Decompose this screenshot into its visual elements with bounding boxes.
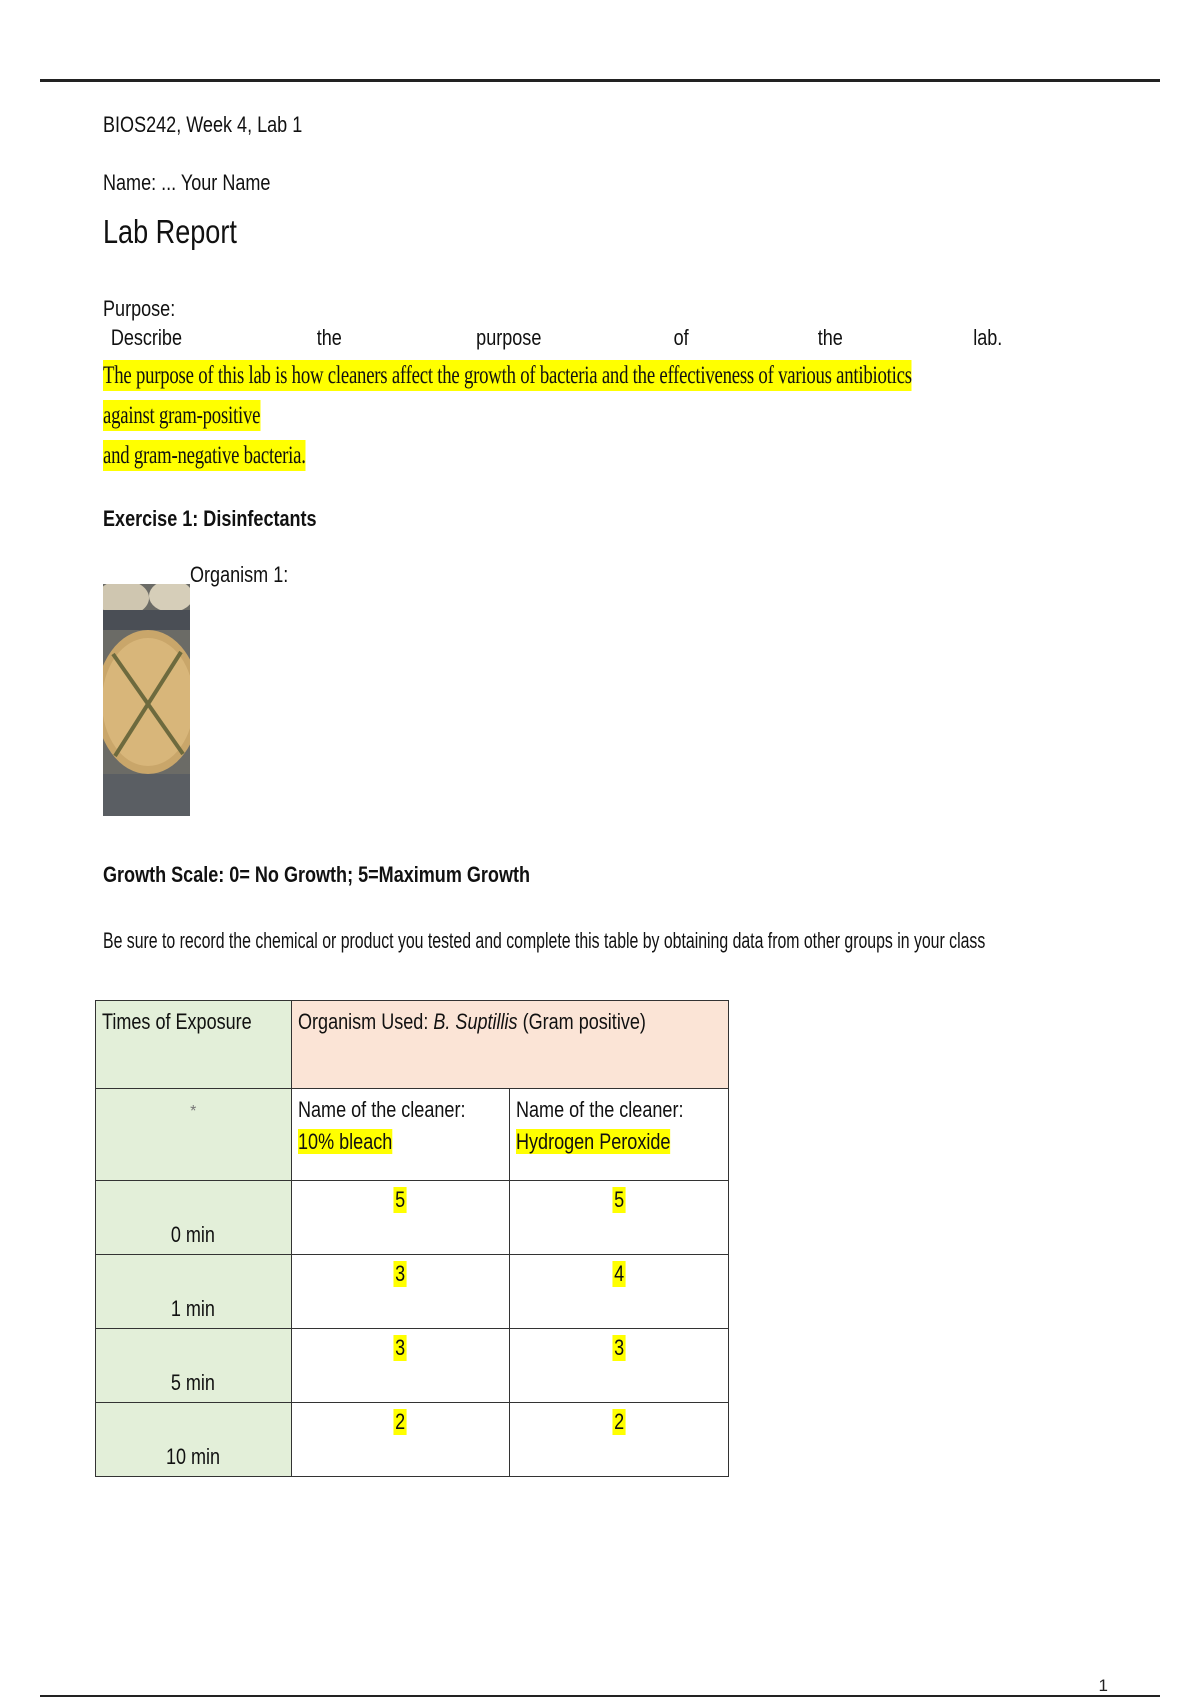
page-number: 1 [1098,1676,1108,1695]
time-label: 0 min [171,1222,216,1247]
disinfectant-table [95,1000,729,1477]
value-cell [291,1329,510,1403]
time-cell [96,1403,292,1477]
growth-value: 5 [395,1187,406,1212]
purpose-prompt-word: the [817,325,843,350]
purpose-prompt [103,324,1005,352]
cleaner2-cell [510,1089,729,1181]
time-label: 1 min [171,1296,216,1321]
table-subheader-row [96,1089,729,1181]
purpose-prompt-word: of [673,325,690,350]
purpose-prompt-word: purpose [475,325,542,350]
growth-value: 5 [614,1187,625,1212]
growth-value: 3 [395,1261,406,1286]
purpose-answer-line2: and gram-negative bacteria. [103,442,306,469]
growth-value: 2 [395,1409,406,1434]
organism-header-cell [291,1001,728,1089]
cleaner1-cell [291,1089,510,1181]
time-label: 5 min [171,1370,216,1395]
table-row [96,1403,729,1477]
growth-value: 4 [614,1261,625,1286]
organism-prefix: Organism Used: [297,1009,433,1034]
table-row [96,1181,729,1255]
value-cell [510,1403,729,1477]
growth-scale: Growth Scale: 0= No Growth; 5=Maximum Growth [103,862,531,887]
growth-value: 3 [614,1335,625,1360]
organism-name: B. Suptillis [432,1009,518,1034]
organism-block [103,562,1023,822]
purpose-prompt-word: the [316,325,342,350]
time-cell [96,1181,292,1255]
value-cell [510,1255,729,1329]
cleaner1-name: 10% bleach [297,1129,392,1154]
purpose-answer [103,356,958,476]
course-line: BIOS242, Week 4, Lab 1 [103,112,303,137]
table-row [96,1329,729,1403]
times-header: Times of Exposure [102,1009,252,1034]
name-line: Name: ... Your Name [103,170,271,195]
value-cell [510,1181,729,1255]
page-title: Lab Report [103,213,237,250]
document-body [103,110,1023,954]
table-header-row [96,1001,729,1089]
value-cell [291,1255,510,1329]
purpose-prompt-word: lab. [972,325,1002,350]
instructions: Be sure to record the chemical or product you tested and complete this table by obtaining data from other groups in your class [103,928,986,953]
times-header-cell [96,1001,292,1089]
sub-marker: * [190,1103,197,1120]
growth-value: 2 [614,1409,625,1434]
growth-value: 3 [395,1335,406,1360]
footer-rule [40,1695,1160,1697]
sub-marker-cell [96,1089,292,1181]
purpose-answer-line1: The purpose of this lab is how cleaners affect the growth of bacteria and the effectiveness of various antibiotics against gram-positive [103,362,912,429]
cleaner2-name: Hydrogen Peroxide [516,1129,671,1154]
exercise-heading: Exercise 1: Disinfectants [103,506,317,531]
value-cell [291,1181,510,1255]
purpose-label: Purpose: [103,296,176,321]
header-rule [40,79,1160,82]
time-cell [96,1255,292,1329]
petri-dish-photo [103,584,190,816]
purpose-prompt-word: Describe [110,325,182,350]
value-cell [510,1329,729,1403]
organism-suffix: (Gram positive) [517,1009,646,1034]
organism-label: Organism 1: [190,562,289,587]
cleaner2-label: Name of the cleaner: [516,1097,684,1122]
value-cell [291,1403,510,1477]
cleaner1-label: Name of the cleaner: [297,1097,466,1122]
time-cell [96,1329,292,1403]
time-label: 10 min [166,1444,221,1469]
table-row [96,1255,729,1329]
